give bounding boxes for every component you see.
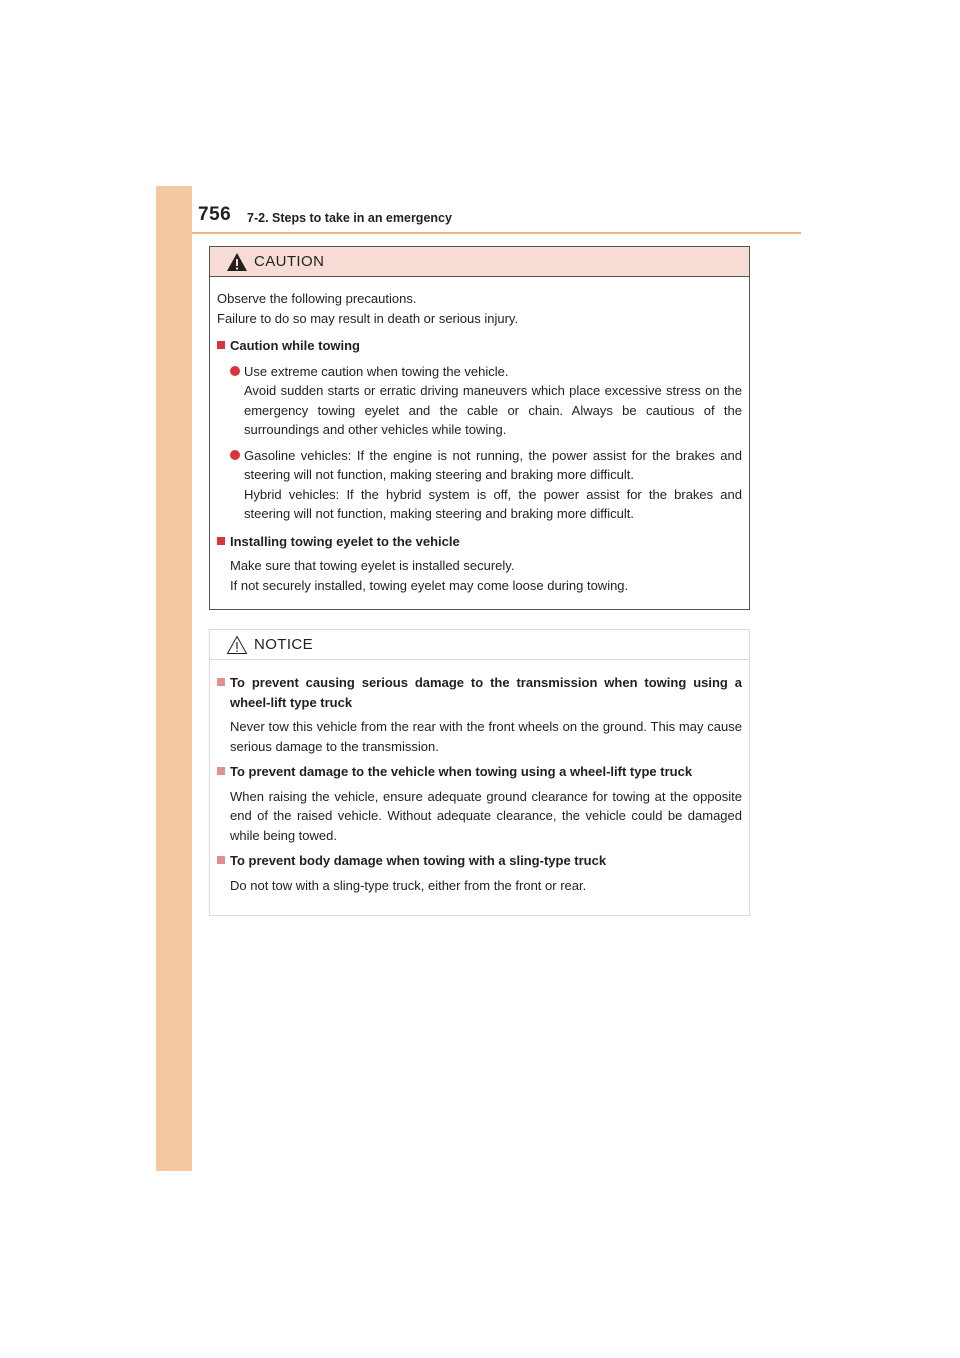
caution-header	[210, 247, 749, 277]
caution-body	[210, 277, 749, 595]
heading-text: To prevent body damage when towing with a sling-type truck	[230, 853, 607, 868]
bullet-line: Avoid sudden starts or erratic driving maneuvers which place excessive stress on the emergency towing eyelet and the cable or chain. Always be cautious of the surroundings and other vehicles while towing.	[244, 383, 742, 437]
notice-body	[210, 660, 749, 895]
section-line: Make sure that towing eyelet is installed securely.	[230, 558, 515, 573]
notice-section-heading	[217, 762, 742, 782]
side-accent-strip	[156, 186, 192, 1171]
caution-section-heading	[217, 336, 742, 356]
caution-section-text	[217, 556, 742, 595]
section-line: Never tow this vehicle from the rear with the front wheels on the ground. This may cause serious damage to the transmission.	[230, 719, 742, 754]
notice-title: NOTICE	[254, 636, 314, 653]
square-bullet-icon	[217, 767, 225, 775]
bullet-line: Gasoline vehicles: If the engine is not running, the power assist for the brakes and steering will not function, making steering and braking more difficult.	[244, 447, 742, 482]
caution-bullet	[217, 446, 742, 524]
caution-section-heading	[217, 532, 742, 552]
section-line: If not securely installed, towing eyelet may come loose during towing.	[230, 577, 629, 593]
bullet-line: Use extreme caution when towing the vehicle.	[244, 363, 509, 379]
section-title: 7-2. Steps to take in an emergency	[247, 211, 452, 225]
caution-intro-line: Failure to do so may result in death or serious injury.	[217, 310, 519, 326]
square-bullet-icon	[217, 537, 225, 545]
notice-header	[210, 630, 749, 660]
square-bullet-icon	[217, 856, 225, 864]
heading-text: To prevent damage to the vehicle when towing using a wheel-lift type truck	[230, 764, 693, 779]
notice-section-heading	[217, 851, 742, 871]
warning-filled-icon	[226, 252, 248, 272]
bullet-line: Hybrid vehicles: If the hybrid system is off, the power assist for the brakes and steering will not function, making steering and braking more difficult.	[244, 486, 742, 521]
warning-outline-icon	[226, 635, 248, 655]
square-bullet-icon	[217, 678, 225, 686]
page-number: 756	[198, 204, 232, 225]
section-line: When raising the vehicle, ensure adequate ground clearance for towing at the opposite end of the raised vehicle. Without adequate clearance, the vehicle could be damaged while being towed.	[230, 788, 742, 843]
circle-bullet-icon	[230, 450, 240, 460]
notice-section-text	[217, 787, 742, 846]
heading-text: Installing towing eyelet to the vehicle	[230, 533, 460, 549]
caution-bullet	[217, 362, 742, 440]
circle-bullet-icon	[230, 366, 240, 376]
caution-intro-line: Observe the following precautions.	[217, 291, 417, 306]
header-rule	[192, 232, 801, 234]
caution-title: CAUTION	[254, 253, 325, 270]
caution-box	[209, 246, 750, 610]
square-bullet-icon	[217, 341, 225, 349]
notice-section-heading	[217, 673, 742, 712]
notice-section-text	[217, 717, 742, 756]
section-line: Do not tow with a sling-type truck, either from the front or rear.	[230, 877, 587, 893]
notice-box	[209, 629, 750, 916]
heading-text: Caution while towing	[230, 338, 360, 353]
heading-text: To prevent causing serious damage to the transmission when towing using a wheel-lift type truck	[230, 675, 742, 710]
notice-section-text	[217, 876, 742, 896]
caution-intro	[217, 289, 742, 328]
